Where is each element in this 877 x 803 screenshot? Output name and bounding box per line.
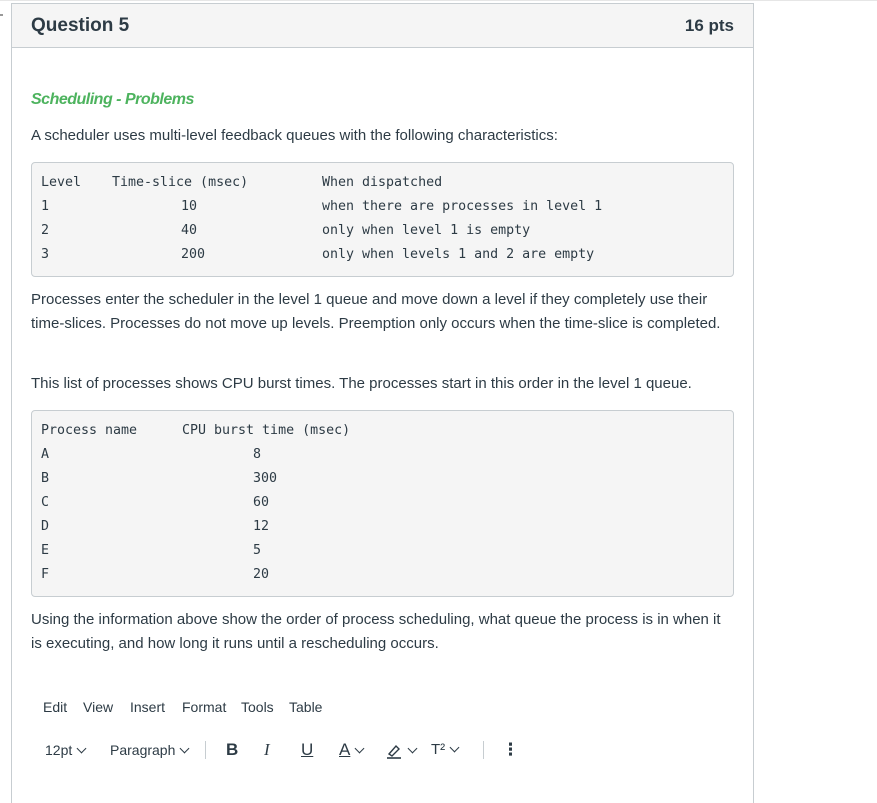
process-row <box>32 563 270 587</box>
toolbar-separator <box>483 741 484 759</box>
left-edge-mark <box>0 14 3 16</box>
levels-header-level: Level <box>41 175 82 190</box>
levels-header-timeslice: Time-slice (msec) <box>112 175 249 190</box>
text-color-icon: A <box>339 740 351 759</box>
process-row <box>32 443 262 467</box>
italic-button[interactable]: I <box>264 740 270 759</box>
menu-format[interactable]: Format <box>182 699 227 715</box>
level-dispatch-rule: only when levels 1 and 2 are empty <box>322 247 595 262</box>
levels-header-row <box>32 171 443 195</box>
more-options-button[interactable]: ⋮ <box>502 740 519 759</box>
highlighter-icon <box>385 742 403 760</box>
underline-button[interactable]: U <box>301 740 314 759</box>
process-name: A <box>41 447 50 462</box>
process-name: E <box>41 543 50 558</box>
menu-insert[interactable]: Insert <box>130 699 166 715</box>
process-burst: 5 <box>253 543 262 558</box>
process-row <box>32 467 278 491</box>
process-burst: 12 <box>253 519 270 534</box>
level-dispatch-rule: when there are processes in level 1 <box>322 199 603 214</box>
chevron-down-icon <box>180 744 190 754</box>
levels-row <box>32 195 603 219</box>
block-format-select[interactable] <box>110 737 188 763</box>
highlight-button[interactable] <box>385 737 416 763</box>
process-table <box>31 410 734 597</box>
process-name: C <box>41 495 50 510</box>
rules-text: Processes enter the scheduler in the level 1 queue and move down a level if they completely use their time-slices. Processes do not move up levels. Preemption only occurs when the time-slice is completed. <box>31 291 721 332</box>
process-row <box>32 539 262 563</box>
process-header-burst: CPU burst time (msec) <box>182 423 351 438</box>
level-timeslice: 40 <box>181 223 198 238</box>
menu-view[interactable]: View <box>83 699 114 715</box>
level-dispatch-rule: only when level 1 is empty <box>322 223 531 238</box>
levels-row <box>32 219 531 243</box>
process-burst: 20 <box>253 567 270 582</box>
level-timeslice: 10 <box>181 199 198 214</box>
process-row <box>32 515 270 539</box>
menu-edit[interactable]: Edit <box>43 699 68 715</box>
toolbar-separator <box>205 741 206 759</box>
section-title: Scheduling - Problems <box>31 91 194 108</box>
process-burst: 60 <box>253 495 270 510</box>
block-format-value: Paragraph <box>110 742 176 758</box>
superscript-button[interactable] <box>431 737 458 763</box>
chevron-down-icon <box>450 743 460 753</box>
process-burst: 300 <box>253 471 278 486</box>
chevron-down-icon <box>77 744 87 754</box>
prompt-text: Using the information above show the order of process scheduling, what queue the process is in when it is executing, and how long it runs until a rescheduling occurs. <box>31 611 721 652</box>
chevron-down-icon <box>355 744 365 754</box>
superscript-icon: T² <box>431 741 446 758</box>
menu-table[interactable]: Table <box>289 699 323 715</box>
process-header-row <box>32 419 351 443</box>
chevron-down-icon <box>408 744 418 754</box>
process-name: B <box>41 471 50 486</box>
levels-header-dispatched: When dispatched <box>322 175 443 190</box>
question-points: 16 pts <box>684 15 734 35</box>
intro-text: A scheduler uses multi-level feedback queues with the following characteristics: <box>31 127 558 144</box>
level-timeslice: 200 <box>181 247 206 262</box>
text-color-button[interactable] <box>339 737 363 763</box>
level-number: 3 <box>41 247 50 262</box>
font-size-value: 12pt <box>45 742 73 758</box>
question-card <box>11 3 754 803</box>
bold-button[interactable]: B <box>226 740 239 759</box>
levels-table <box>31 162 734 277</box>
top-divider <box>0 0 877 1</box>
list-intro-text: This list of processes shows CPU burst times. The processes start in this order in the level 1 queue. <box>31 375 692 392</box>
process-name: F <box>41 567 50 582</box>
level-number: 2 <box>41 223 50 238</box>
process-burst: 8 <box>253 447 262 462</box>
process-row <box>32 491 270 515</box>
level-number: 1 <box>41 199 50 214</box>
levels-row <box>32 243 595 267</box>
question-header <box>12 4 753 48</box>
question-title: Question 5 <box>31 14 130 36</box>
font-size-select[interactable] <box>45 737 85 763</box>
menu-tools[interactable]: Tools <box>241 699 274 715</box>
process-name: D <box>41 519 50 534</box>
process-header-name: Process name <box>41 423 138 438</box>
